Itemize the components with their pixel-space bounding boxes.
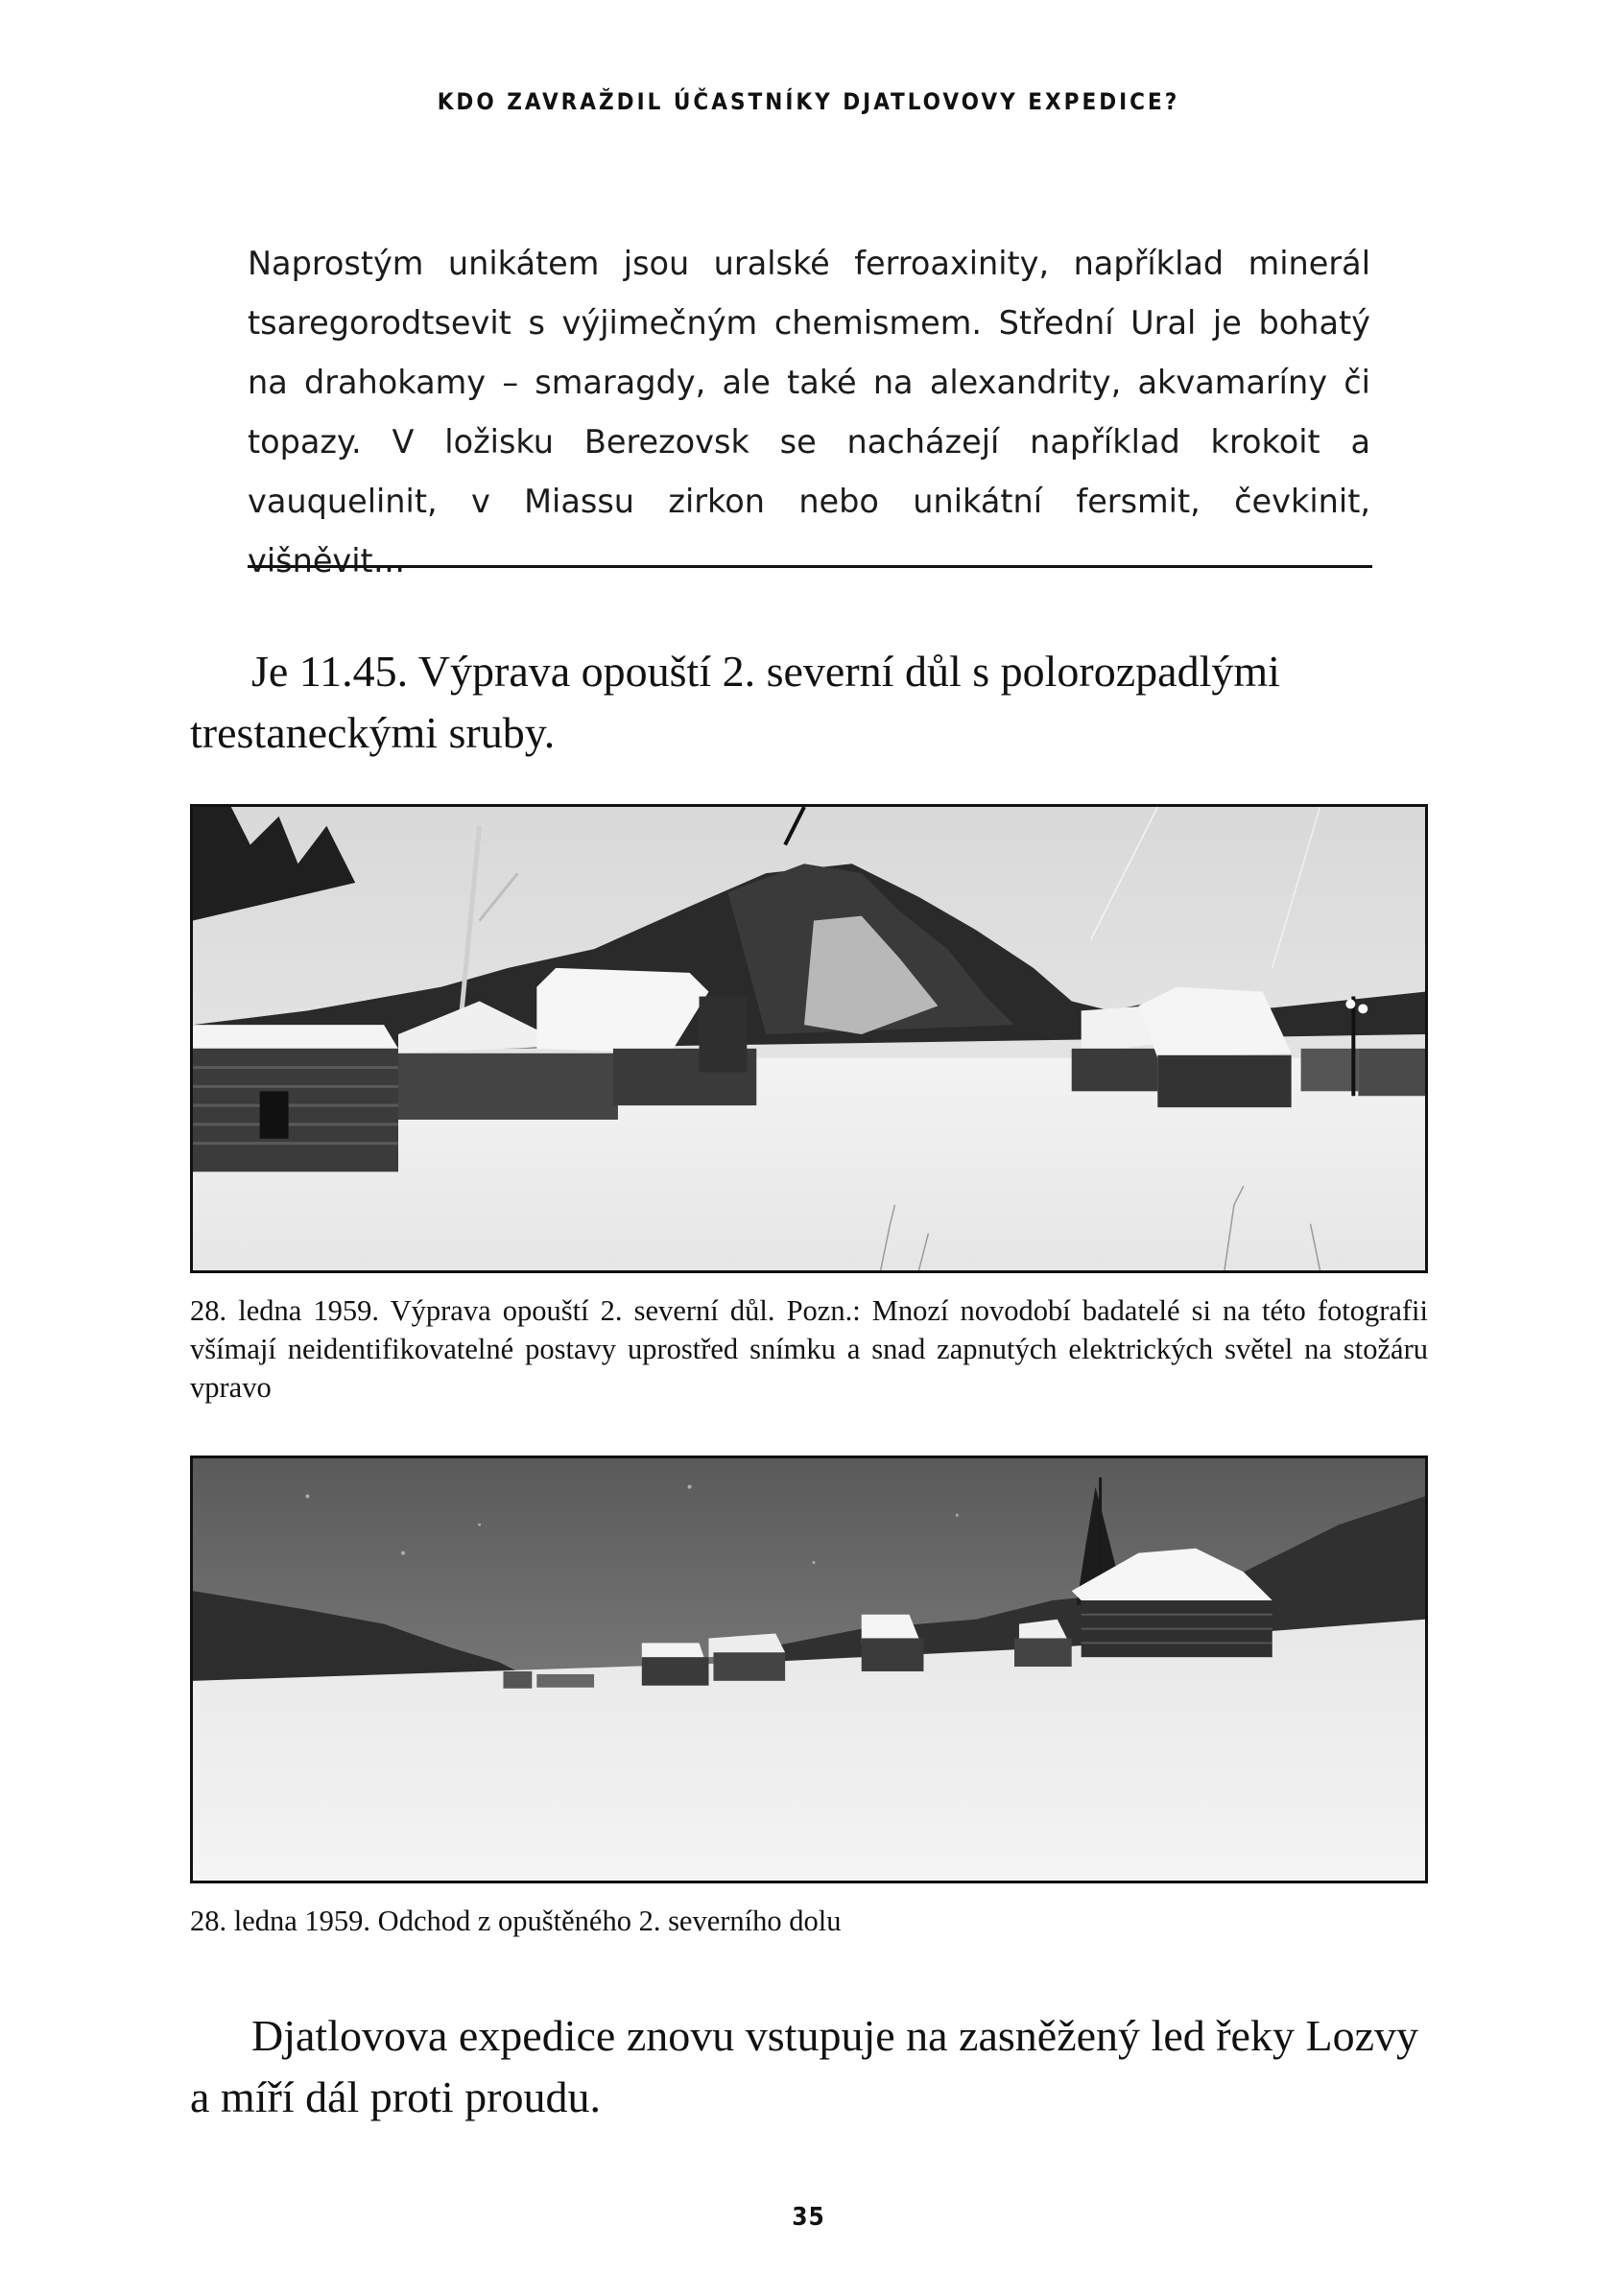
sidebar-box-text: Naprostým unikátem jsou uralské ferroaxinity, například minerál tsaregorodtsevit s výjimečným chemismem. Střední Ural je bohatý na drahokamy – smaragdy, ale také na alexandrity, akvamaríny či topazy. V ložisku Berezovsk se nacházejí například krokoit a vauquelinit, v Miassu zirkon nebo unikátní fersmit, čevkinit, višněvit… bbox=[248, 245, 1370, 580]
sidebar-rule bbox=[248, 565, 1372, 568]
running-head: KDO ZAVRAŽDIL ÚČASTNÍKY DJATLOVOVY EXPEDICE? bbox=[437, 88, 1180, 115]
body-paragraph: Je 11.45. Výprava opouští 2. severní důl s polorozpadlými trestaneckými sruby. bbox=[190, 647, 1280, 757]
photo-caption: 28. ledna 1959. Výprava opouští 2. severní důl. Pozn.: Mnozí novodobí badatelé si na této fotografii všímají neidentifikovatelné postavy uprostřed snímku a snad zapnutých elektrických světel na stožáru vpravo bbox=[190, 1294, 1428, 1404]
body-paragraph: Djatlovova expedice znovu vstupuje na zasněžený led řeky Lozvy a míří dál proti proudu. bbox=[190, 2011, 1418, 2121]
photo-log-cabins bbox=[190, 804, 1428, 1273]
photo-log-cabins-image bbox=[193, 807, 1425, 1270]
photo-settlement-image bbox=[193, 1458, 1425, 1881]
photo-settlement bbox=[190, 1456, 1428, 1883]
photo-caption: 28. ledna 1959. Odchod z opuštěného 2. severního dolu bbox=[190, 1905, 842, 1937]
page-number: 35 bbox=[792, 2203, 825, 2232]
